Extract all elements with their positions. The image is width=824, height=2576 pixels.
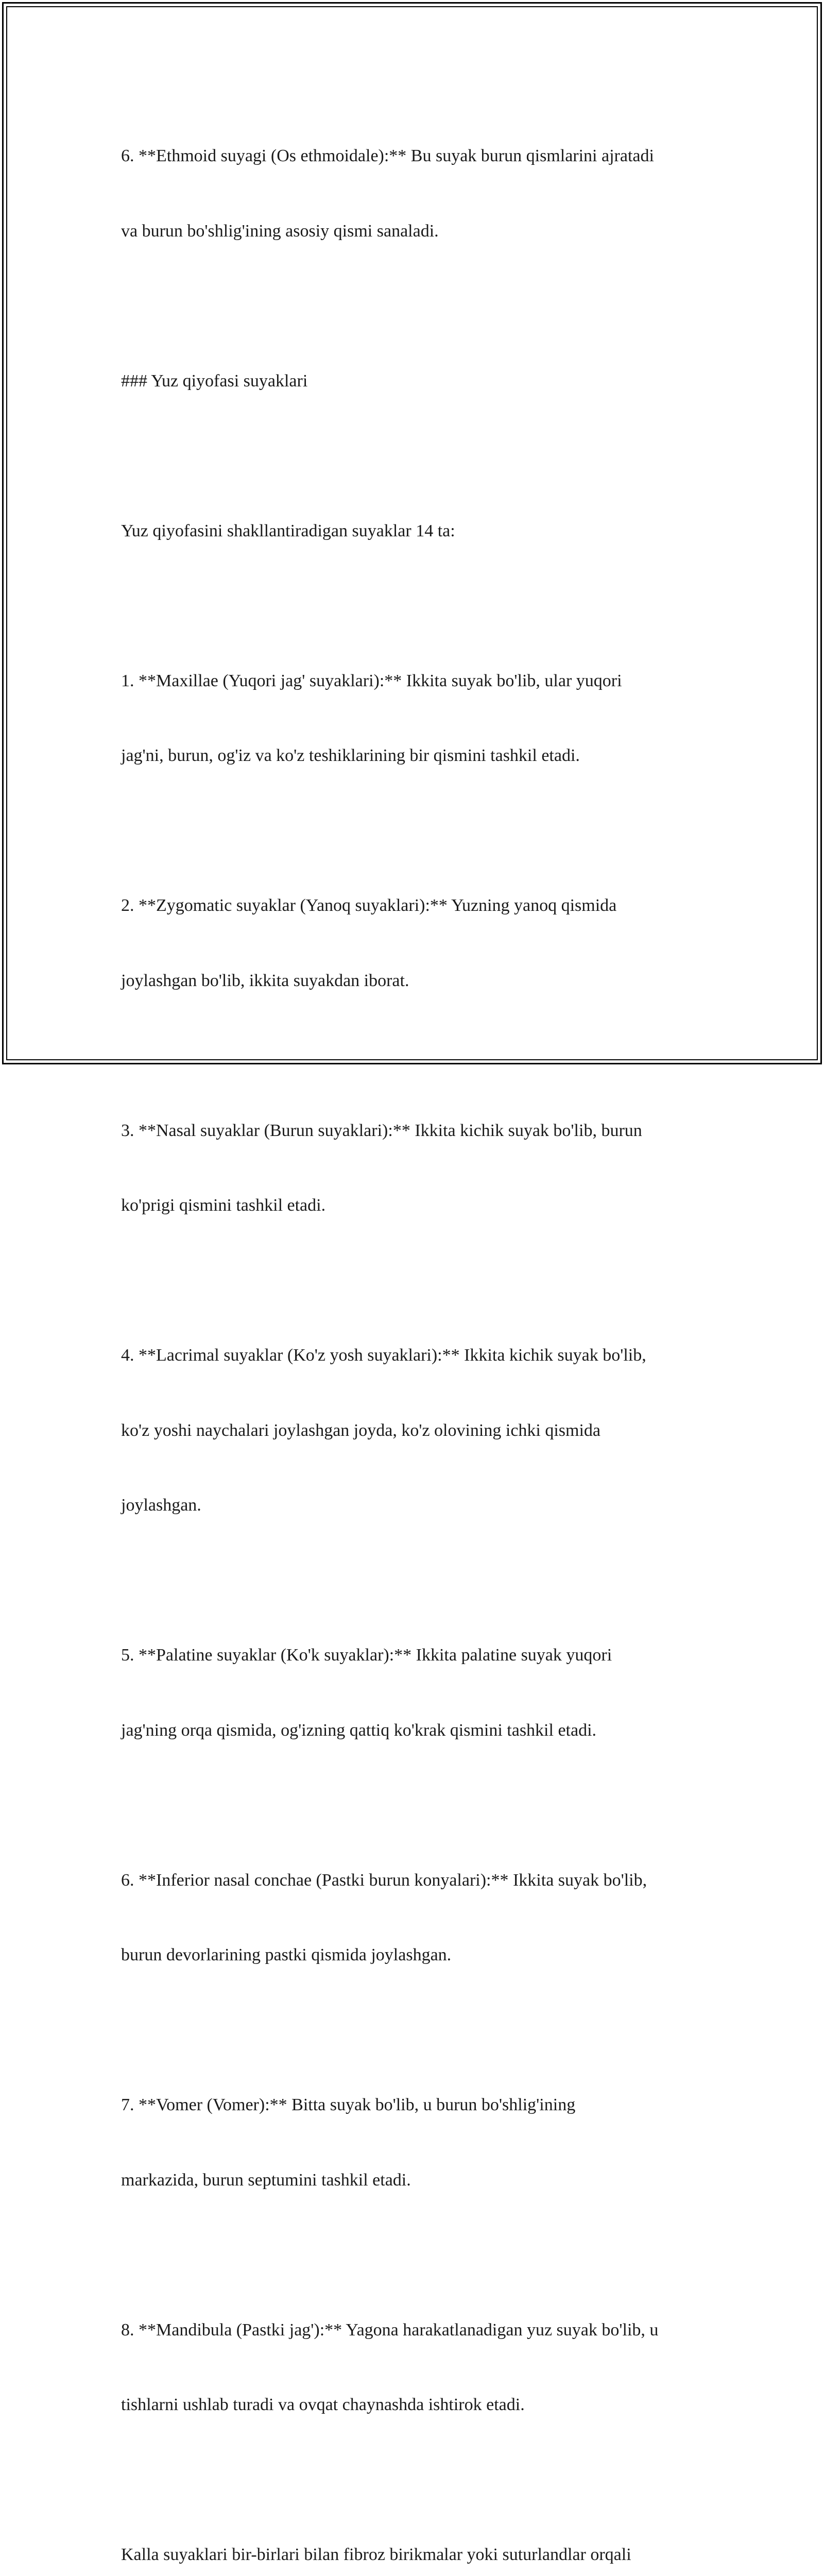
section-heading <box>121 319 708 444</box>
text-line: 6. **Inferior nasal conchae (Pastki burun konyalari):** Ikkita suyak bo'lib, <box>121 1870 647 1890</box>
text-line: jag'ning orqa qismida, og'izning qattiq ko'krak qismini tashkil etadi. <box>121 1720 597 1740</box>
document-body <box>121 94 708 2576</box>
text-line: 1. **Maxillae (Yuqori jag' suyaklari):** Ikkita suyak bo'lib, ular yuqori <box>121 671 622 690</box>
heading-text: ### Yuz qiyofasi suyaklari <box>121 371 308 391</box>
text-line: 2. **Zygomatic suyaklar (Yanoq suyaklari):** Yuzning yanoq qismida <box>121 896 617 915</box>
text-line: 3. **Nasal suyaklar (Burun suyaklari):** Ikkita kichik suyak bo'lib, burun <box>121 1121 642 1140</box>
text-line: 8. **Mandibula (Pastki jag'):** Yagona harakatlanadigan yuz suyak bo'lib, u <box>121 2320 659 2340</box>
list-item-vomer <box>121 2043 708 2243</box>
list-item-palatine <box>121 1593 708 1793</box>
text-line: 5. **Palatine suyaklar (Ko'k suyaklar):** Ikkita palatine suyak yuqori <box>121 1646 612 1665</box>
list-item-zygomatic <box>121 843 708 1043</box>
text-line: ko'prigi qismini tashkil etadi. <box>121 1196 326 1215</box>
list-item-nasal <box>121 1069 708 1268</box>
list-item-mandibula <box>121 2268 708 2468</box>
text-line: 4. **Lacrimal suyaklar (Ko'z yosh suyaklari):** Ikkita kichik suyak bo'lib, <box>121 1346 646 1365</box>
text-line: burun devorlarining pastki qismida joylashgan. <box>121 1945 452 1964</box>
text-line: Kalla suyaklari bir-birlari bilan fibroz birikmalar yoki suturlandlar orqali <box>121 2545 631 2564</box>
list-item-lacrimal <box>121 1293 708 1568</box>
text-line: 7. **Vomer (Vomer):** Bitta suyak bo'lib, u burun bo'shlig'ining <box>121 2095 576 2114</box>
paragraph-intro <box>121 469 708 594</box>
list-item-maxillae <box>121 619 708 819</box>
list-item-conchae <box>121 1818 708 2018</box>
text-line: ko'z yoshi naychalari joylashgan joyda, ko'z olovining ichki qismida <box>121 1420 601 1440</box>
text-line: 6. **Ethmoid suyagi (Os ethmoidale):** Bu suyak burun qismlarini ajratadi <box>121 146 654 165</box>
text-line: va burun bo'shlig'ining asosiy qismi sanaladi. <box>121 221 439 241</box>
text-line: markazida, burun septumini tashkil etadi. <box>121 2170 411 2190</box>
paragraph-ethmoid <box>121 94 708 294</box>
text-line: joylashgan. <box>121 1496 201 1515</box>
text-line: tishlarni ushlab turadi va ovqat chaynashda ishtirok etadi. <box>121 2395 525 2414</box>
text-line: joylashgan bo'lib, ikkita suyakdan iborat. <box>121 971 409 990</box>
text-line: jag'ni, burun, og'iz va ko'z teshiklarining bir qismini tashkil etadi. <box>121 746 580 765</box>
text-line: Yuz qiyofasini shakllantiradigan suyaklar 14 ta: <box>121 521 455 540</box>
paragraph-conclusion <box>121 2493 708 2576</box>
